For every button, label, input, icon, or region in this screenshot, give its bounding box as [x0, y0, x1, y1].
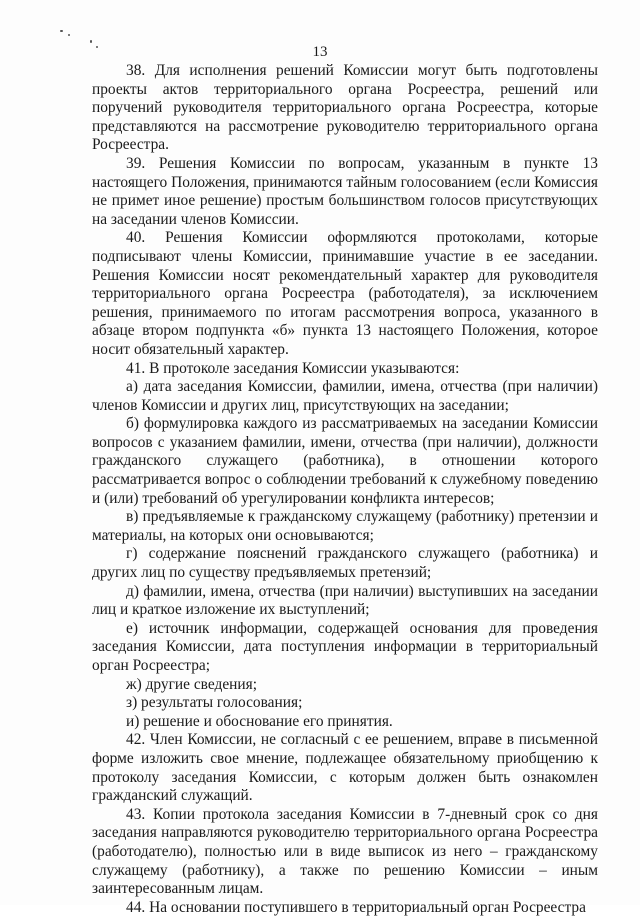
paragraph-40: 40. Решения Комиссии оформляются протоколами, которые подписывают члены Комиссии, принимавшие участие в ее заседании. Решения Комиссии носят рекомендательный характер для руководителя территориального органа Росреестра (работодателя), за исключением решения, принимаемого по итогам рассмотрения вопроса, указанного в абзаце втором подпункта «б» пункта 13 настоящего Положения, которое носит обязательный характер.	[92, 229, 598, 358]
item-z: з) результаты голосования;	[126, 694, 303, 712]
paragraph-38: 38. Для исполнения решений Комиссии могут быть подготовлены проекты актов территориального органа Росреестра, решений или поручений руководителя территориального органа Росреестра, которые представляются на рассмотрение руководителю территориального органа Росреестра.	[92, 62, 598, 154]
item-i: и) решение и обоснование его принятия.	[126, 712, 393, 730]
item-g: г) содержание пояснений гражданского служащего (работника) и других лиц по существу предъявляемых претензий;	[92, 545, 598, 582]
item-v: в) предъявляемые к гражданскому служащему (работнику) претензии и материалы, на которых они основываются;	[92, 508, 598, 544]
page-number: 13	[312, 44, 328, 60]
paragraph-43: 43. Копии протокола заседания Комиссии в 7-дневный срок со дня заседания направляются руководителю территориального органа Росреестра (работодателю), полностью или в виде выписок из него – гражданскому служащему (работнику), а также по решению Комиссии – иным заинтересованным лицам.	[92, 805, 598, 898]
paragraph-42: 42. Член Комиссии, не согласный с ее решением, вправе в письменной форме изложить свое мнение, подлежащее обязательному приобщению к протоколу заседания Комиссии, с которым должен быть ознакомлен гражданский служащий.	[92, 731, 598, 805]
item-d: д) фамилии, имена, отчества (при наличии) выступивших на заседании лиц и краткое изложение их выступлений;	[92, 582, 598, 619]
paragraph-44: 44. На основании поступившего в территориальный орган Росреестра	[126, 898, 586, 916]
item-e: е) источник информации, содержащей основания для проведения заседания Комиссии, дата поступления информации в территориальный орган Росреестра;	[92, 619, 598, 674]
item-zh: ж) другие сведения;	[126, 675, 257, 693]
paragraph-41: 41. В протоколе заседания Комиссии указываются:	[126, 359, 460, 377]
scan-speck	[60, 30, 63, 32]
document-body	[92, 62, 598, 917]
item-a: а) дата заседания Комиссии, фамилии, имена, отчества (при наличии) членов Комиссии и других лиц, присутствующих на заседании;	[92, 378, 598, 414]
scan-speck	[68, 34, 70, 36]
scan-speck	[90, 40, 92, 43]
paragraph-39: 39. Решения Комиссии по вопросам, указанным в пункте 13 настоящего Положения, принимаются тайным голосованием (если Комиссия не примет иное решение) простым большинством голосов присутствующих на заседании членов Комиссии.	[92, 154, 598, 228]
item-b: б) формулировка каждого из рассматриваемых на заседании Комиссии вопросов с указанием фамилии, имени, отчества (при наличии), должности гражданского служащего (работника), в отношении которого рассматривается вопрос о соблюдении требований к служебному поведению и (или) требований об урегулировании конфликта интересов;	[92, 415, 598, 507]
